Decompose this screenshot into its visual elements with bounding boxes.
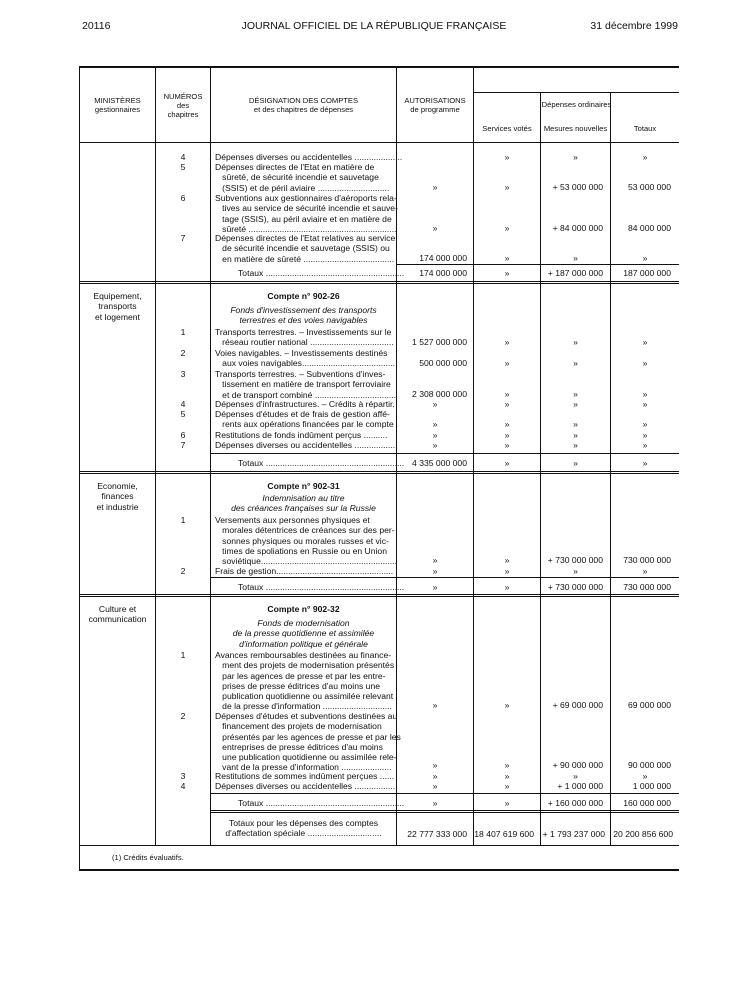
row-autorisations: » [432, 440, 438, 450]
row-mesures-nouvelles: » [573, 566, 578, 576]
totaux-rule [210, 793, 679, 794]
compte-title: Compte n° 902-32 [267, 604, 340, 614]
col-divider-1 [155, 66, 156, 845]
row-autorisations: 1 527 000 000 [412, 337, 467, 347]
totaux-rule [210, 453, 679, 454]
row-mesures-nouvelles: » [573, 399, 578, 409]
row-totaux: 730 000 000 [623, 555, 671, 565]
totaux-mesures-nouvelles: + 187 000 000 [547, 268, 603, 278]
totaux-autorisations: » [432, 798, 438, 808]
row-mesures-nouvelles: » [573, 430, 578, 440]
row-services-votes: » [504, 700, 510, 710]
totaux-label: Totaux .......................................................... [238, 268, 405, 278]
row-autorisations: » [432, 771, 438, 781]
row-designation: Voies navigables. – Investissements destinés aux voies navigables....................................... [215, 348, 396, 369]
row-designation: Transports terrestres. – Subventions d'inves- tissement en matière de transport ferroviaire et de transport combiné .................................. [215, 369, 397, 400]
grand-total-services-votes: 18 407 619 600 [474, 829, 534, 839]
row-totaux: 84 000 000 [627, 223, 671, 233]
col-header-designation: DÉSIGNATION DES COMPTES et des chapitres de dépenses [248, 96, 359, 114]
row-autorisations: 500 000 000 [419, 358, 467, 368]
chapter-number: 4 [180, 781, 186, 791]
row-autorisations: » [432, 419, 438, 429]
section-divider [79, 471, 679, 472]
row-autorisations: » [432, 223, 438, 233]
row-mesures-nouvelles: + 1 000 000 [557, 781, 603, 791]
row-designation: Dépenses directes de l'Etat relatives au service de sécurité incendie et sauvetage (SSIS) ou en matière de sûreté ...................................... [215, 233, 396, 264]
grand-total-label: Totaux pour les dépenses des comptes d'affectation spéciale ............................... [225, 818, 382, 839]
row-autorisations: » [432, 566, 438, 576]
row-designation: Restitutions de sommes indûment perçues ...... [215, 771, 395, 781]
section-divider [79, 283, 679, 284]
totaux-services-votes: » [504, 582, 510, 592]
row-services-votes: » [504, 760, 510, 770]
row-services-votes: » [504, 399, 510, 409]
row-services-votes: » [504, 419, 510, 429]
row-autorisations: » [432, 430, 438, 440]
totaux-rule [210, 577, 679, 578]
row-totaux: » [642, 337, 648, 347]
grand-total-mesures-nouvelles: + 1 793 237 000 [542, 829, 605, 839]
col-divider-5 [540, 92, 541, 845]
col-header-totaux: Totaux [633, 124, 657, 133]
row-totaux: » [642, 399, 648, 409]
chapter-number: 4 [180, 399, 186, 409]
totaux-services-votes: » [504, 458, 510, 468]
row-services-votes: » [504, 566, 510, 576]
chapter-number: 5 [180, 162, 186, 172]
table-top-border [79, 66, 679, 68]
compte-title: Compte n° 902-26 [267, 291, 340, 301]
journal-title: JOURNAL OFFICIEL DE LA RÉPUBLIQUE FRANÇAISE [241, 20, 507, 32]
col-header-mesures-nouvelles: Mesures nouvelles [543, 124, 608, 133]
chapter-number: 5 [180, 409, 186, 419]
chapter-number: 2 [180, 711, 186, 721]
row-autorisations: » [432, 781, 438, 791]
totaux-totaux: » [642, 458, 648, 468]
row-designation: Versements aux personnes physiques et morales détentrices de créances sur des per- sonnes physiques ou morales russes et vic- times de spoliations en Russie ou en Union soviétique......................................................... [215, 515, 397, 567]
row-designation: Dépenses d'études et de frais de gestion affé- rents aux opérations financées par le compte [215, 409, 394, 430]
totaux-rule [396, 264, 679, 265]
totaux-services-votes: » [504, 798, 510, 808]
row-services-votes: » [504, 253, 510, 263]
row-designation: Dépenses diverses ou accidentelles .................... [215, 152, 403, 162]
row-autorisations: » [432, 399, 438, 409]
row-mesures-nouvelles: » [573, 253, 578, 263]
totaux-autorisations: 174 000 000 [419, 268, 467, 278]
chapter-number: 3 [180, 369, 186, 379]
row-totaux: 90 000 000 [627, 760, 671, 770]
col-header-ministeres: MINISTÈRES gestionnaires [94, 96, 141, 114]
row-totaux: 53 000 000 [627, 182, 671, 192]
table-left-border [79, 66, 80, 870]
row-designation: Dépenses directes de l'Etat en matière de sûreté, de sécurité incendie et sauvetage (SSIS) et de péril aviaire .............................. [215, 162, 390, 193]
page-number: 20116 [82, 20, 111, 32]
row-totaux: 69 000 000 [627, 700, 671, 710]
totaux-mesures-nouvelles: » [573, 458, 578, 468]
compte-subtitle: Indemnisation au titre des créances françaises sur la Russie [231, 493, 376, 514]
grand-total-autorisations: 22 777 333 000 [407, 829, 467, 839]
chapter-number: 1 [180, 327, 186, 337]
col-header-services-votes: Services votés [482, 124, 532, 133]
totaux-label: Totaux .......................................................... [238, 458, 405, 468]
col-divider-2 [210, 66, 211, 845]
depenses-ordinaires-divider [473, 92, 679, 93]
row-autorisations: » [432, 700, 438, 710]
ministere-name: Economie, finances et industrie [96, 481, 139, 512]
ministere-name: Culture et communication [88, 604, 147, 625]
row-totaux: » [642, 430, 648, 440]
row-designation: Dépenses diverses ou accidentelles ................. [215, 781, 396, 791]
section-divider [79, 281, 679, 282]
issue-date: 31 décembre 1999 [590, 20, 678, 32]
row-services-votes: » [504, 337, 510, 347]
chapter-number: 7 [180, 440, 186, 450]
row-totaux: » [642, 419, 648, 429]
chapter-number: 6 [180, 430, 186, 440]
section-divider [79, 473, 679, 474]
row-mesures-nouvelles: » [573, 389, 578, 399]
col-header-depenses-ordinaires: Dépenses ordinaires [541, 100, 612, 109]
row-services-votes: » [504, 182, 510, 192]
row-mesures-nouvelles: + 69 000 000 [552, 700, 603, 710]
chapter-number: 2 [180, 566, 186, 576]
totaux-label: Totaux .......................................................... [238, 582, 405, 592]
row-totaux: » [642, 440, 648, 450]
row-autorisations: » [432, 182, 438, 192]
section-divider [210, 812, 679, 813]
totaux-label: Totaux .......................................................... [238, 798, 405, 808]
row-totaux: » [642, 771, 648, 781]
compte-subtitle: Fonds de modernisation de la presse quotidienne et assimilée d'information politique et générale [232, 618, 375, 649]
section-divider [79, 594, 679, 595]
row-autorisations: » [432, 760, 438, 770]
row-mesures-nouvelles: » [573, 771, 578, 781]
chapter-number: 6 [180, 193, 186, 203]
row-mesures-nouvelles: » [573, 419, 578, 429]
row-mesures-nouvelles: » [573, 337, 578, 347]
table-bottom-border [79, 845, 679, 846]
row-totaux: » [642, 566, 648, 576]
chapter-number: 3 [180, 771, 186, 781]
row-services-votes: » [504, 555, 510, 565]
chapter-number: 7 [180, 233, 186, 243]
row-services-votes: » [504, 771, 510, 781]
compte-subtitle: Fonds d'investissement des transports terrestres et des voies navigables [230, 305, 377, 326]
row-services-votes: » [504, 223, 510, 233]
row-totaux: » [642, 389, 648, 399]
totaux-services-votes: » [504, 268, 510, 278]
row-services-votes: » [504, 781, 510, 791]
header-bottom-border [79, 142, 679, 143]
row-designation: Frais de gestion................................................. [215, 566, 394, 576]
chapter-number: 1 [180, 650, 186, 660]
totaux-totaux: 187 000 000 [623, 268, 671, 278]
row-autorisations: 2 308 000 000 [412, 389, 467, 399]
row-mesures-nouvelles: » [573, 358, 578, 368]
totaux-totaux: 730 000 000 [623, 582, 671, 592]
col-header-autorisations: AUTORISATIONS de programme [404, 96, 466, 114]
row-designation: Dépenses d'études et subventions destinées au financement des projets de modernisation présentés par les agences de presse et par les entreprises de presse éditrices d'au moins une publication quotidienne ou assimilée rele- vant de la presse d'information ..................... [215, 711, 401, 773]
row-totaux: » [642, 152, 648, 162]
row-designation: Dépenses d'infrastructures. – Crédits à répartir. [215, 399, 395, 409]
totaux-totaux: 160 000 000 [623, 798, 671, 808]
row-services-votes: » [504, 389, 510, 399]
chapter-number: 4 [180, 152, 186, 162]
row-totaux: » [642, 358, 648, 368]
footnote: (1) Crédits évaluatifs. [112, 853, 184, 862]
ministere-name: Equipement, transports et logement [93, 291, 142, 322]
row-designation: Restitutions de fonds indûment perçus .......... [215, 430, 388, 440]
totaux-autorisations: » [432, 582, 438, 592]
row-mesures-nouvelles: + 90 000 000 [552, 760, 603, 770]
row-services-votes: » [504, 440, 510, 450]
chapter-number: 2 [180, 348, 186, 358]
totaux-mesures-nouvelles: + 160 000 000 [547, 798, 603, 808]
row-designation: Dépenses diverses ou accidentelles .................. [215, 440, 398, 450]
row-mesures-nouvelles: + 730 000 000 [547, 555, 603, 565]
row-totaux: » [642, 253, 648, 263]
row-mesures-nouvelles: » [573, 152, 578, 162]
row-mesures-nouvelles: » [573, 440, 578, 450]
section-divider [210, 810, 679, 811]
row-mesures-nouvelles: + 84 000 000 [552, 223, 603, 233]
footnote-bottom-border [79, 869, 679, 871]
row-autorisations: » [432, 555, 438, 565]
row-services-votes: » [504, 358, 510, 368]
row-autorisations: 174 000 000 [419, 253, 467, 263]
row-mesures-nouvelles: + 53 000 000 [552, 182, 603, 192]
row-services-votes: » [504, 430, 510, 440]
row-designation: Avances remboursables destinées au finance- ment des projets de modernisation présentés par les agences de presse et par les entre- prises de presse éditrices d'au moins une publication quotidienne ou assimilée relevant de la presse d'information ............................. [215, 650, 395, 712]
totaux-autorisations: 4 335 000 000 [412, 458, 467, 468]
compte-title: Compte n° 902-31 [267, 481, 340, 491]
grand-total-totaux: 20 200 856 600 [613, 829, 673, 839]
col-header-numeros: NUMÉROS des chapitres [163, 92, 203, 119]
row-designation: Transports terrestres. – Investissements sur le réseau routier national ................................... [215, 327, 394, 348]
row-totaux: 1 000 000 [632, 781, 671, 791]
col-divider-6 [610, 92, 611, 845]
chapter-number: 1 [180, 515, 186, 525]
section-divider [79, 596, 679, 597]
totaux-mesures-nouvelles: + 730 000 000 [547, 582, 603, 592]
row-services-votes: » [504, 152, 510, 162]
row-designation: Subventions aux gestionnaires d'aéroports rela- tives au service de sécurité incendie et sauve- tage (SSIS), au péril aviaire et en matière de sûreté .............................................................. [215, 193, 398, 234]
